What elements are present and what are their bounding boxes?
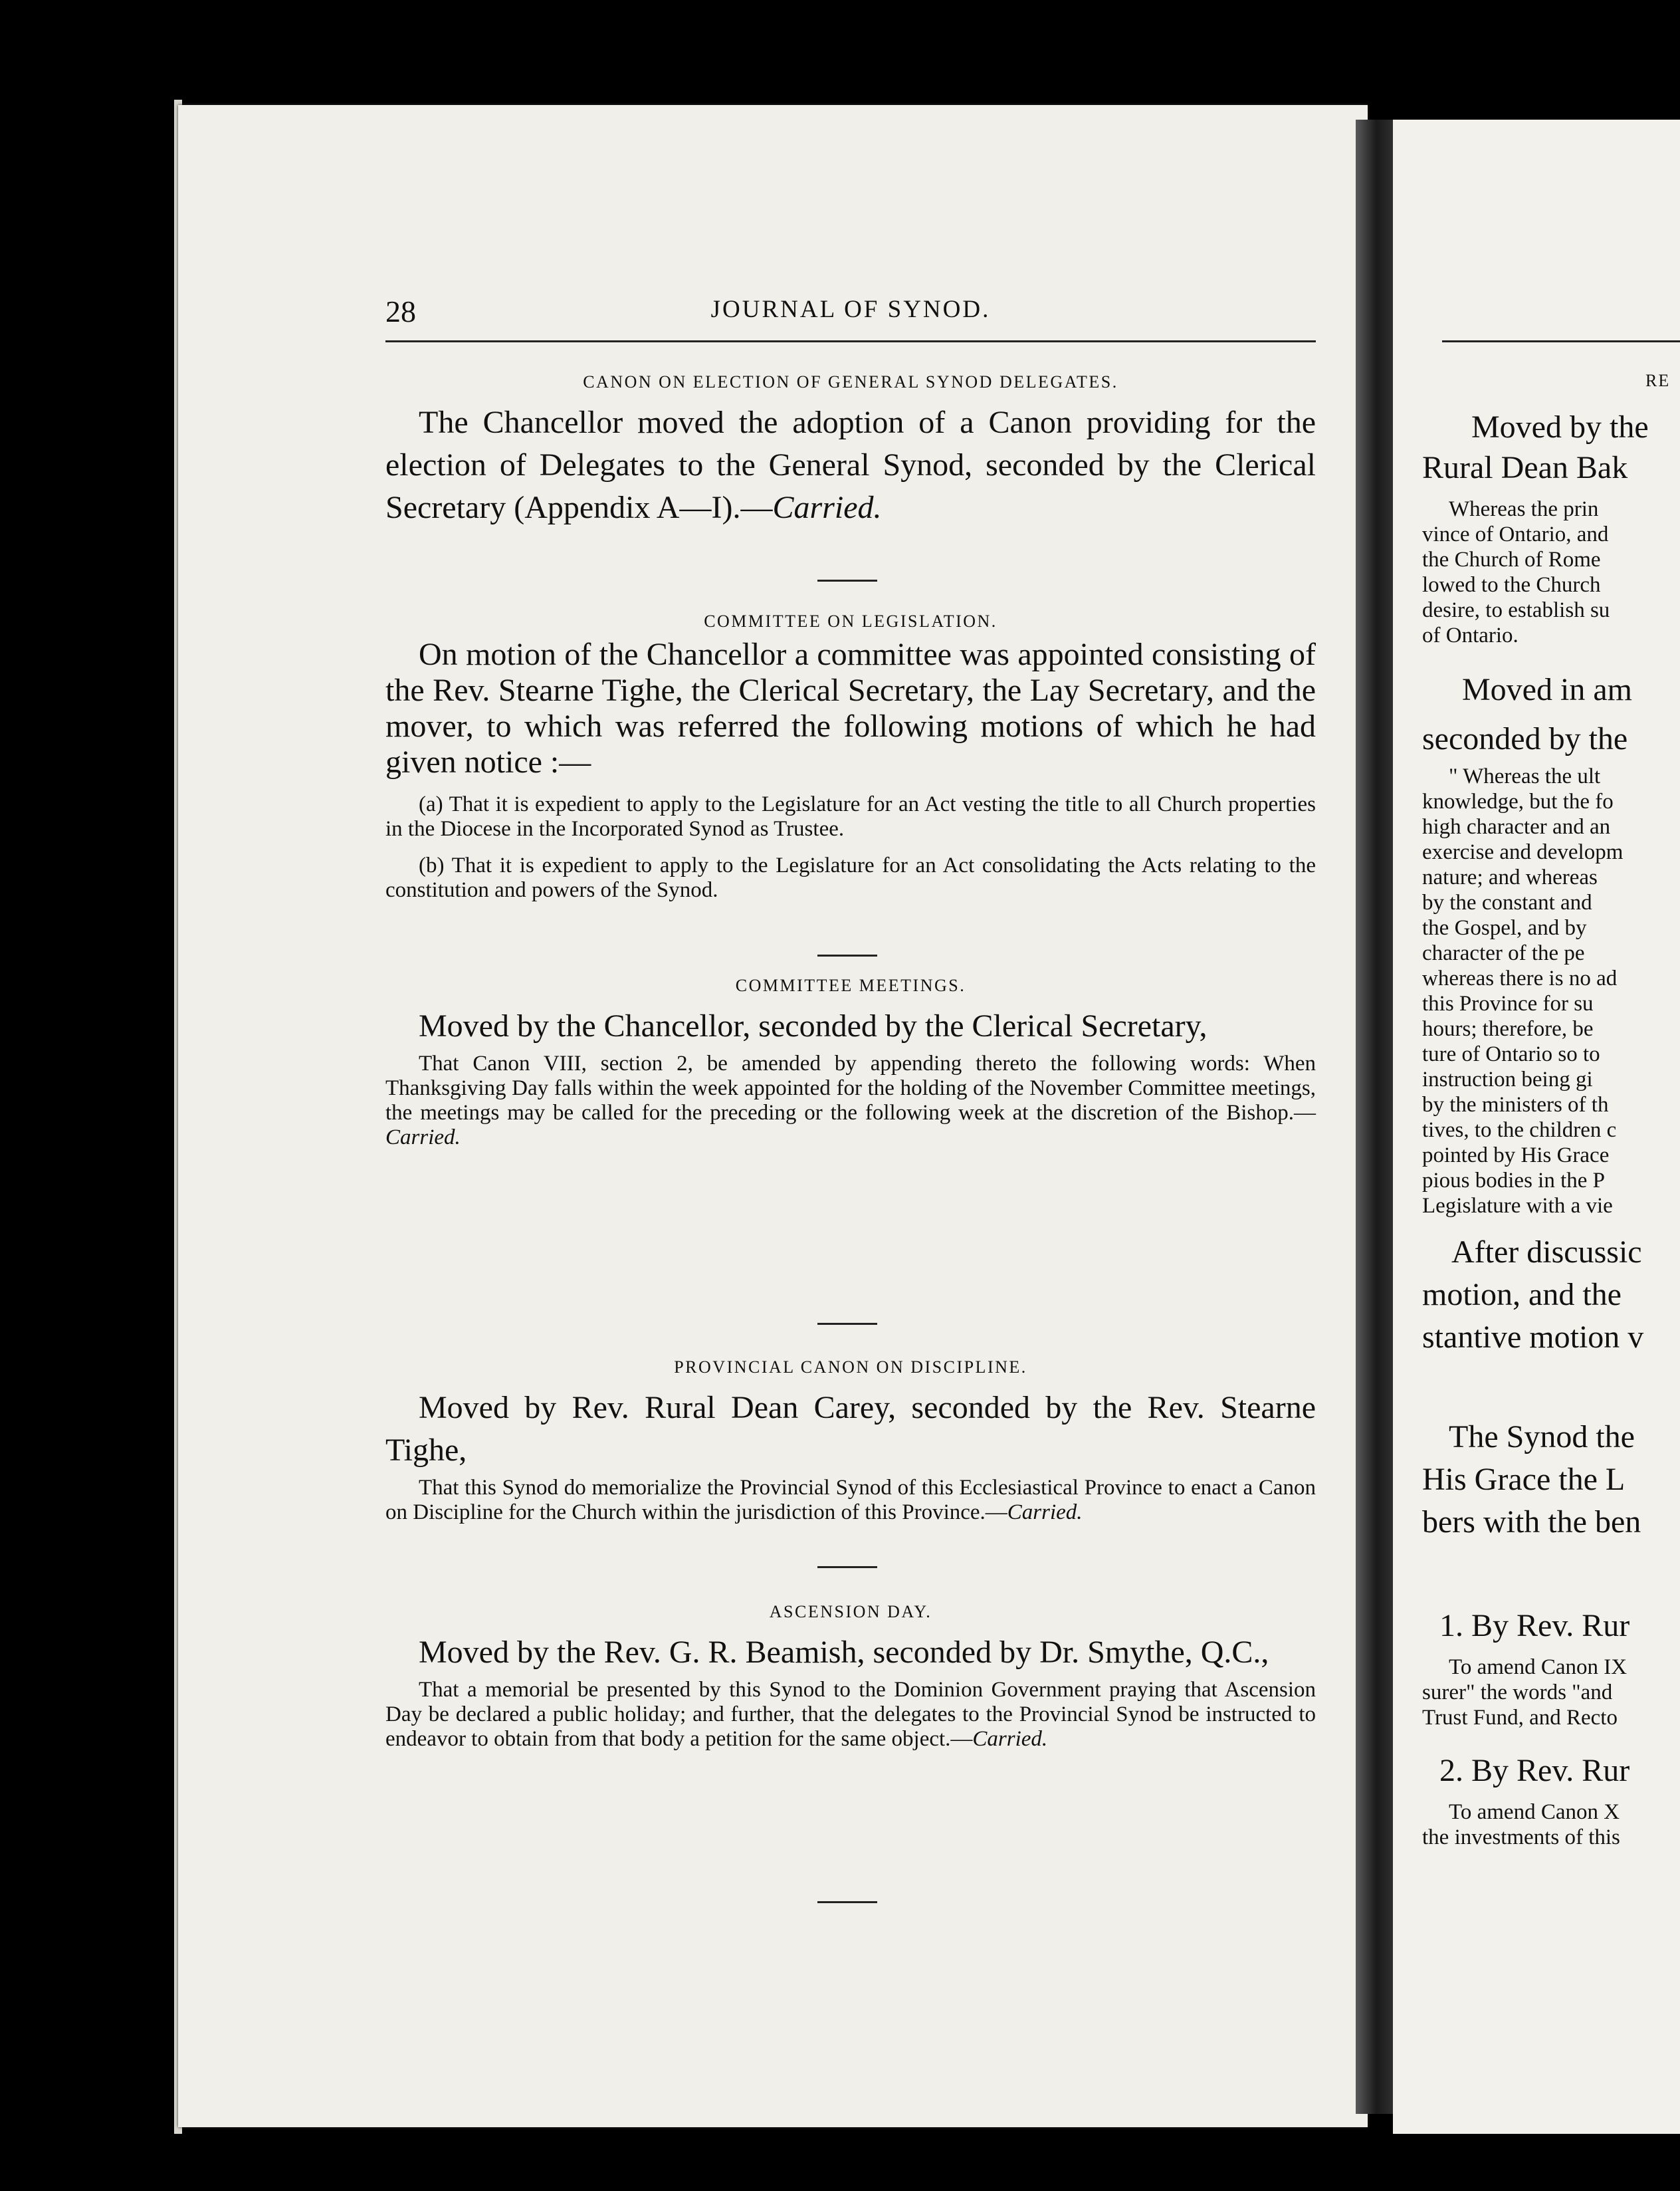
right-line: seconded by the [1422,721,1628,756]
section-body [385,1678,1316,1752]
right-line: of Ontario. [1422,624,1519,647]
section-lead: Moved by the Chancellor, seconded by the Clerical Secretary, [419,1008,1208,1044]
section-general-synod-delegates [385,372,1316,529]
right-line: 2. By Rev. Rur [1439,1753,1630,1788]
section-lead [385,402,1316,529]
section-committee-on-legislation [385,612,1316,903]
right-line: Moved by the [1471,409,1649,445]
section-divider [817,580,877,582]
body-text: That this Synod do memorialize the Provincial Synod of this Ecclesiastical Province to enact a Canon on Discipline for the Church within the jurisdiction of this Province.— [385,1476,1316,1524]
right-line: pointed by His Grace [1422,1143,1610,1167]
header-rule [385,340,1316,342]
section-divider [817,1566,877,1568]
right-line: whereas there is no ad [1422,967,1618,990]
right-line: To amend Canon X [1449,1800,1620,1824]
right-line: character of the pe [1422,941,1585,965]
right-line: To amend Canon IX [1449,1655,1628,1679]
right-line: desire, to establish su [1422,598,1610,622]
section-provincial-canon-discipline [385,1357,1316,1525]
carried-label: Carried. [385,1125,461,1149]
right-header-rule [1442,340,1680,342]
right-line: exercise and developm [1422,840,1624,864]
right-line: Legislature with a vie [1422,1194,1613,1218]
section-body [385,1476,1316,1525]
carried-label: Carried. [972,1727,1048,1751]
lead-text: The Chancellor moved the adoption of a Canon providing for the election of Delegates to the General Synod, seconded by the Clerical Secretary (Appendix A—I).— [385,405,1316,525]
right-line: Rural Dean Bak [1422,450,1628,485]
right-line: His Grace the L [1422,1462,1626,1497]
body-text: That Canon VIII, section 2, be amended by appending thereto the following words: When Thanksgiving Day falls within the week appointed for the holding of the November Committee meetings, the meetings may be called for the preceding or the following week at the discretion of the Bishop.— [385,1052,1316,1125]
section-heading: COMMITTEE ON LEGISLATION. [704,612,998,631]
right-line: Whereas the prin [1449,497,1599,521]
section-heading: PROVINCIAL CANON ON DISCIPLINE. [674,1357,1027,1377]
right-line: surer" the words "and [1422,1680,1613,1704]
right-line: tives, to the children c [1422,1118,1617,1142]
right-line: by the constant and [1422,891,1592,915]
right-line: knowledge, but the fo [1422,790,1614,814]
right-page-heading-fragment: RE [1645,371,1671,390]
right-line: the Gospel, and by [1422,916,1587,940]
right-line: 1. By Rev. Rur [1439,1608,1630,1643]
page-header [385,294,1316,334]
right-line: ture of Ontario so to [1422,1042,1600,1066]
section-lead: On motion of the Chancellor a committee was appointed consisting of the Rev. Stearne Tighe, the Clerical Secretary, the Lay Secretary, and the mover, to which was referred the following motions of which he had given notice :— [385,637,1316,780]
section-committee-meetings [385,976,1316,1150]
body-text: That a memorial be presented by this Synod to the Dominion Government praying that Ascension Day be declared a public holiday; and further, that the delegates to the Provincial Synod be instructed to endeavor to obtain from that body a petition for the same object.— [385,1678,1316,1751]
section-lead: Moved by Rev. Rural Dean Carey, seconded by the Rev. Stearne Tighe, [385,1390,1316,1468]
right-line: Moved in am [1462,672,1632,707]
right-line: by the ministers of th [1422,1093,1609,1117]
right-line: lowed to the Church [1422,573,1601,597]
right-line: high character and an [1422,815,1611,839]
right-line: vince of Ontario, and [1422,522,1609,546]
right-line: the Church of Rome [1422,548,1601,572]
right-line: The Synod the [1449,1419,1635,1454]
section-heading: ASCENSION DAY. [769,1602,932,1621]
motion-item-a: (a) That it is expedient to apply to the Legislature for an Act vesting the title to all Church properties in the Diocese in the Incorporated Synod as Trustee. [385,792,1316,841]
section-divider [817,955,877,957]
section-lead: Moved by the Rev. G. R. Beamish, seconded by Dr. Smythe, Q.C., [419,1635,1269,1670]
section-heading: CANON ON ELECTION OF GENERAL SYNOD DELEGATES. [583,372,1118,392]
right-line: the investments of this [1422,1825,1620,1849]
carried-label: Carried. [1007,1500,1083,1524]
right-line: hours; therefore, be [1422,1017,1594,1041]
right-line: motion, and the [1422,1277,1622,1312]
right-line: pious bodies in the P [1422,1169,1606,1193]
page-number: 28 [385,294,416,328]
section-body [385,1052,1316,1150]
running-head: JOURNAL OF SYNOD. [710,296,991,323]
right-line: After discussic [1451,1234,1642,1270]
right-line: Trust Fund, and Recto [1422,1706,1618,1730]
section-divider [817,1323,877,1325]
right-line: nature; and whereas [1422,865,1598,889]
section-divider [817,1901,877,1903]
section-ascension-day [385,1602,1316,1752]
right-line: stantive motion v [1422,1320,1644,1355]
carried-label: Carried. [772,490,882,525]
right-line: instruction being gi [1422,1068,1593,1092]
motion-item-b: (b) That it is expedient to apply to the Legislature for an Act consolidating the Acts relating to the constitution and powers of the Synod. [385,854,1316,902]
right-line: " Whereas the ult [1449,764,1601,788]
right-line: this Province for su [1422,992,1594,1016]
right-line: bers with the ben [1422,1504,1641,1540]
section-heading: COMMITTEE MEETINGS. [735,976,966,995]
